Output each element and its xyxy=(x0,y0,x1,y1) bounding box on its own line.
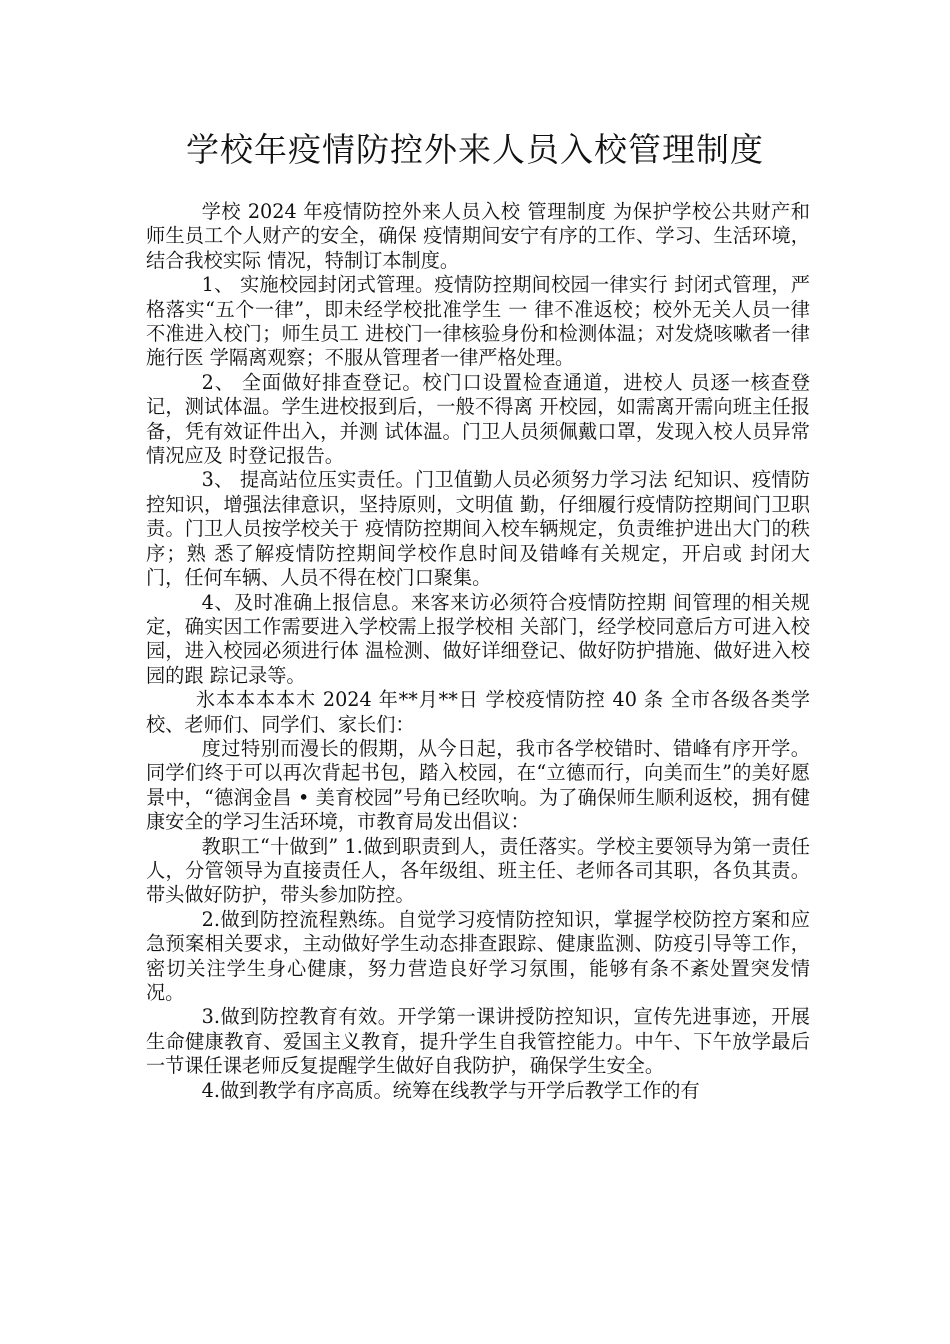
staff-item-1-paragraph: 教职工“十做到” 1.做到职责到人，责任落实。学校主要领导为第一责任人，分管领导为直接责任人，各年级组、班主任、老师各司其职，各负其责。带头做好防护，带头参加防控。 xyxy=(146,834,810,907)
staff-item-2-paragraph: 2.做到防控流程熟练。自觉学习疫情防控知识，掌握学校防控方案和应急预案相关要求，主动做好学生动态排查跟踪、健康监测、防疫引导等工作，密切关注学生身心健康，努力营造良好学习氛围，能够有条不紊处置突发情况。 xyxy=(146,907,810,1004)
staff-item-3-paragraph: 3.做到防控教育有效。开学第一课讲授防控知识，宣传先进事迹，开展生命健康教育、爱国主义教育，提升学生自我管控能力。中午、下午放学最后一节课任课老师反复提醒学生做好自我防护，确保学生安全。 xyxy=(146,1005,810,1078)
rule-3-paragraph: 3、 提高站位压实责任。门卫值勤人员必须努力学习法 纪知识、疫情防控知识，增强法律意识，坚持原则，文明值 勤，仔细履行疫情防控期间门卫职责。门卫人员按学校关于 疫情防控期间入校车辆规定，负责维护进出大门的秩序；熟 悉了解疫情防控期间学校作息时间及错峰有关规定，开启或 封闭大门，任何车辆、人员不得在校门口聚集。 xyxy=(146,468,810,590)
staff-item-4-paragraph: 4.做到教学有序高质。统筹在线教学与开学后教学工作的有 xyxy=(201,1078,700,1102)
salutation-paragraph: 氷本本本本木 2024 年**月**日 学校疫情防控 40 条 全市各级各类学校、老师们、同学们、家长们： xyxy=(146,688,810,736)
intro-paragraph: 学校 2024 年疫情防控外来人员入校 管理制度 为保护学校公共财产和师生员工个人财产的安全，确保 疫情期间安宁有序的工作、学习、生活环境，结合我校实际 情况，特制订本制度。 xyxy=(146,200,810,272)
document-title: 学校年疫情防控外来人员入校管理制度 xyxy=(186,130,764,169)
document-body xyxy=(146,200,810,1103)
rule-4-paragraph: 4、及时准确上报信息。来客来访必须符合疫情防控期 间管理的相关规定，确实因工作需要进入学校需上报学校相 关部门，经学校同意后方可进入校园，进入校园必须进行体 温检测、做好详细登记、做好防护措施、做好进入校园的跟 踪记录等。 xyxy=(146,590,810,687)
rule-2-paragraph: 2、 全面做好排查登记。校门口设置检查通道，进校人 员逐一核查登记，测试体温。学生进校报到后，一般不得离 开校园，如需离开需向班主任报备，凭有效证件出入，并测 试体温。门卫人员须佩戴口罩，发现入校人员异常情况应及 时登记报告。 xyxy=(146,370,810,468)
rule-1-paragraph: 1、 实施校园封闭式管理。疫情防控期间校园一律实行 封闭式管理，严格落实“五个一律”，即未经学校批准学生 一 律不准返校；校外无关人员一律不准进入校门；师生员工 进校门一律核验身份和检测体温；对发烧咳嗽者一律施行医 学隔离观察；不服从管理者一律严格处理。 xyxy=(146,273,810,370)
initiative-paragraph: 度过特别而漫长的假期，从今日起，我市各学校错时、错峰有序开学。同学们终于可以再次背起书包，踏入校园，在“立德而行，向美而生”的美好愿景中，“德润金昌 • 美育校园”号角已经吹响。为了确保师生顺利返校，拥有健康安全的学习生活环境，市教育局发出倡议： xyxy=(146,736,810,834)
